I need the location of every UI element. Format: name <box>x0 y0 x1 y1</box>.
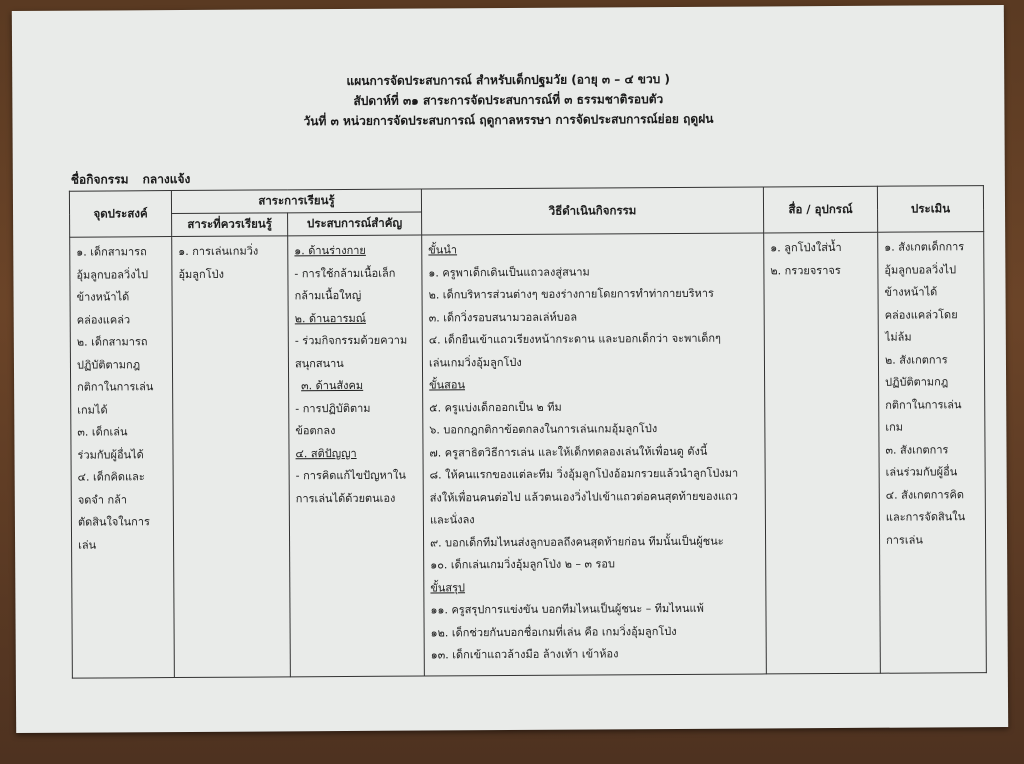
header-procedure: วิธีดำเนินกิจกรรม <box>421 187 763 235</box>
header-evaluation: ประเมิน <box>877 186 983 233</box>
header-media: สื่อ / อุปกรณ์ <box>763 186 877 233</box>
header-title-line3: วันที่ ๓ หน่วยการจัดประสบการณ์ ฤดูกาลหรรษา การจัดประสบการณ์ย่อย ฤดูฝน <box>303 111 714 129</box>
evaluation-line: กติกาในการเล่น <box>885 397 962 412</box>
evaluation-line: ข้างหน้าได้ <box>884 285 938 299</box>
evaluation-line: และการจัดสินใน <box>885 510 966 524</box>
procedure-step: ๗. ครูสาธิตวิธีการเล่น และให้เด็กทดลองเล่นให้เพื่อนดู ดังนี้ <box>429 444 708 459</box>
procedure-step: ๙. บอกเด็กทีมไหนส่งลูกบอลถึงคนสุดท้ายก่อน ทีมนั้นเป็นผู้ชนะ <box>430 534 724 549</box>
lesson-plan-table <box>69 185 987 679</box>
procedure-section-title: ขั้นสอน <box>429 378 466 392</box>
objective-line: อุ้มลูกบอลวิ่งไป <box>76 267 149 282</box>
activity-label: ชื่อกิจกรรม <box>70 172 129 187</box>
experience-line: กล้ามเนื้อใหญ่ <box>294 288 362 303</box>
experience-line: - การคิดแก้ไขปัญหาใน <box>295 468 406 483</box>
procedure-step: ๑๒. เด็กช่วยกันบอกชื่อเกมที่เล่น คือ เกมวิ่งอุ้มลูกโป่ง <box>430 624 677 639</box>
header-should-learn: สาระที่ควรเรียนรู้ <box>172 213 288 237</box>
media-item: ๒. กรวยจราจร <box>770 263 841 277</box>
evaluation-line: ๒. สังเกตการ <box>884 352 948 367</box>
header-key-experiences: ประสบการณ์สำคัญ <box>288 212 422 236</box>
key-experiences-cell <box>288 235 425 677</box>
evaluation-line: คล่องแคล่วโดย <box>884 307 958 322</box>
procedure-step: ๔. เด็กยืนเข้าแถวเรียงหน้ากระดาน และบอกเด็กว่า จะพาเด็กๆ <box>428 331 721 347</box>
procedure-step: ๑. ครูพาเด็กเดินเป็นแถวลงสู่สนาม <box>428 265 590 279</box>
procedure-step: เล่นเกมวิ่งอุ้มลูกโป่ง <box>428 355 522 369</box>
evaluation-line: เล่นร่วมกับผู้อื่น <box>885 465 958 479</box>
experience-line: - การใช้กล้ามเนื้อเล็ก <box>294 266 396 280</box>
evaluation-line: เกม <box>885 420 904 434</box>
should-learn-line: ๑. การเล่นเกมวิ่ง <box>178 244 259 259</box>
evaluation-line: ๓. สังเกตการ <box>885 442 949 457</box>
procedure-step: ๘. ให้คนแรกของแต่ละทีม วิ่งอุ้มลูกโป่งอ้อมกรวยแล้วนำลูกโป่งมา <box>429 466 739 482</box>
evaluation-cell <box>878 232 987 674</box>
objective-line: ข้างหน้าได้ <box>76 290 130 304</box>
evaluation-line: อุ้มลูกบอลวิ่งไป <box>884 262 957 277</box>
procedure-step: ๖. บอกกฎกติกาข้อตกลงในการเล่นเกมอุ้มลูกโป่ง <box>429 422 658 437</box>
evaluation-line: ปฏิบัติตามกฎ <box>885 375 949 389</box>
document-page <box>12 5 1008 733</box>
objective-line: ๔. เด็กคิดและ <box>77 470 145 484</box>
procedure-section-title: ขั้นสรุป <box>430 580 466 594</box>
procedure-cell <box>422 233 767 676</box>
evaluation-line: ไม่ล้ม <box>884 330 912 344</box>
procedure-step: ๓. เด็กวิ่งรอบสนามวอลเล่ห์บอล <box>428 310 578 324</box>
experience-heading: ๔. สติปัญญา <box>295 446 357 460</box>
procedure-step: ๒. เด็กบริหารส่วนต่างๆ ของร่างกายโดยการทำท่ากายบริหาร <box>428 286 714 302</box>
header-title-line1: แผนการจัดประสบการณ์ สำหรับเด็กปฐมวัย (อายุ ๓ – ๔ ขวบ ) <box>346 72 670 88</box>
evaluation-line: การเล่น <box>886 532 923 547</box>
objective-line: เกมได้ <box>77 402 108 417</box>
objective-line: คล่องแคล่ว <box>76 312 131 327</box>
objective-line: กติกาในการเล่น <box>77 380 154 394</box>
should-learn-line: อุ้มลูกโป่ง <box>178 267 224 281</box>
media-cell <box>764 232 881 674</box>
experience-line: สนุกสนาน <box>294 356 344 370</box>
objective-line: ๓. เด็กเล่น <box>77 425 128 439</box>
experience-heading: ๒. ด้านอารมณ์ <box>294 311 366 325</box>
experience-line: ข้อตกลง <box>295 424 336 438</box>
header-objectives: จุดประสงค์ <box>69 191 171 238</box>
procedure-step: ๕. ครูแบ่งเด็กออกเป็น ๒ ทีม <box>429 400 562 414</box>
activity-value: กลางแจ้ง <box>142 171 191 187</box>
evaluation-line: ๔. สังเกตการคิด <box>885 487 965 502</box>
experience-line: - การปฏิบัติตาม <box>295 401 371 415</box>
objective-line: ตัดสินใจในการ <box>77 515 150 529</box>
experience-heading: ๑. ด้านร่างกาย <box>294 243 366 258</box>
media-item: ๑. ลูกโป่งใส่น้ำ <box>770 240 842 255</box>
procedure-step: ส่งให้เพื่อนคนต่อไป แล้วตนเองวิ่งไปเข้าแถวต่อคนสุดท้ายของแถว <box>429 489 738 504</box>
procedure-step: และนั่งลง <box>429 513 475 527</box>
objective-line: ๒. เด็กสามารถ <box>76 335 148 349</box>
objective-line: จดจำ กล้า <box>77 492 128 507</box>
experience-heading: ๓. ด้านสังคม <box>301 378 364 393</box>
header-title-line2: สัปดาห์ที่ ๓๑ สาระการจัดประสบการณ์ที่ ๓ ธรรมชาติรอบตัว <box>353 92 664 108</box>
objective-line: ปฏิบัติตามกฎ <box>76 357 141 372</box>
objective-line: เล่น <box>78 538 97 552</box>
header-learning-content: สาระการเรียนรู้ <box>171 189 421 214</box>
procedure-step: ๑๓. เด็กเข้าแถวล้างมือ ล้างเท้า เข้าห้อง <box>430 647 619 662</box>
evaluation-line: ๑. สังเกตเด็กการ <box>884 240 965 254</box>
objective-line: ร่วมกับผู้อื่นได้ <box>77 447 144 462</box>
activity-name <box>71 170 191 190</box>
document-header <box>12 67 1004 133</box>
experience-line: การเล่นได้ด้วยตนเอง <box>295 491 396 505</box>
should-learn-cell <box>172 236 291 678</box>
objectives-cell <box>70 237 175 679</box>
procedure-section-title: ขั้นนำ <box>428 243 458 257</box>
objective-line: ๑. เด็กสามารถ <box>76 245 147 259</box>
procedure-step: ๑๑. ครูสรุปการแข่งขัน บอกทีมไหนเป็นผู้ชนะ – ทีมไหนแพ้ <box>430 601 704 617</box>
experience-line: - ร่วมกิจกรรมด้วยความ <box>294 333 408 348</box>
procedure-step: ๑๐. เด็กเล่นเกมวิ่งอุ้มลูกโป่ง ๒ – ๓ รอบ <box>430 557 615 572</box>
